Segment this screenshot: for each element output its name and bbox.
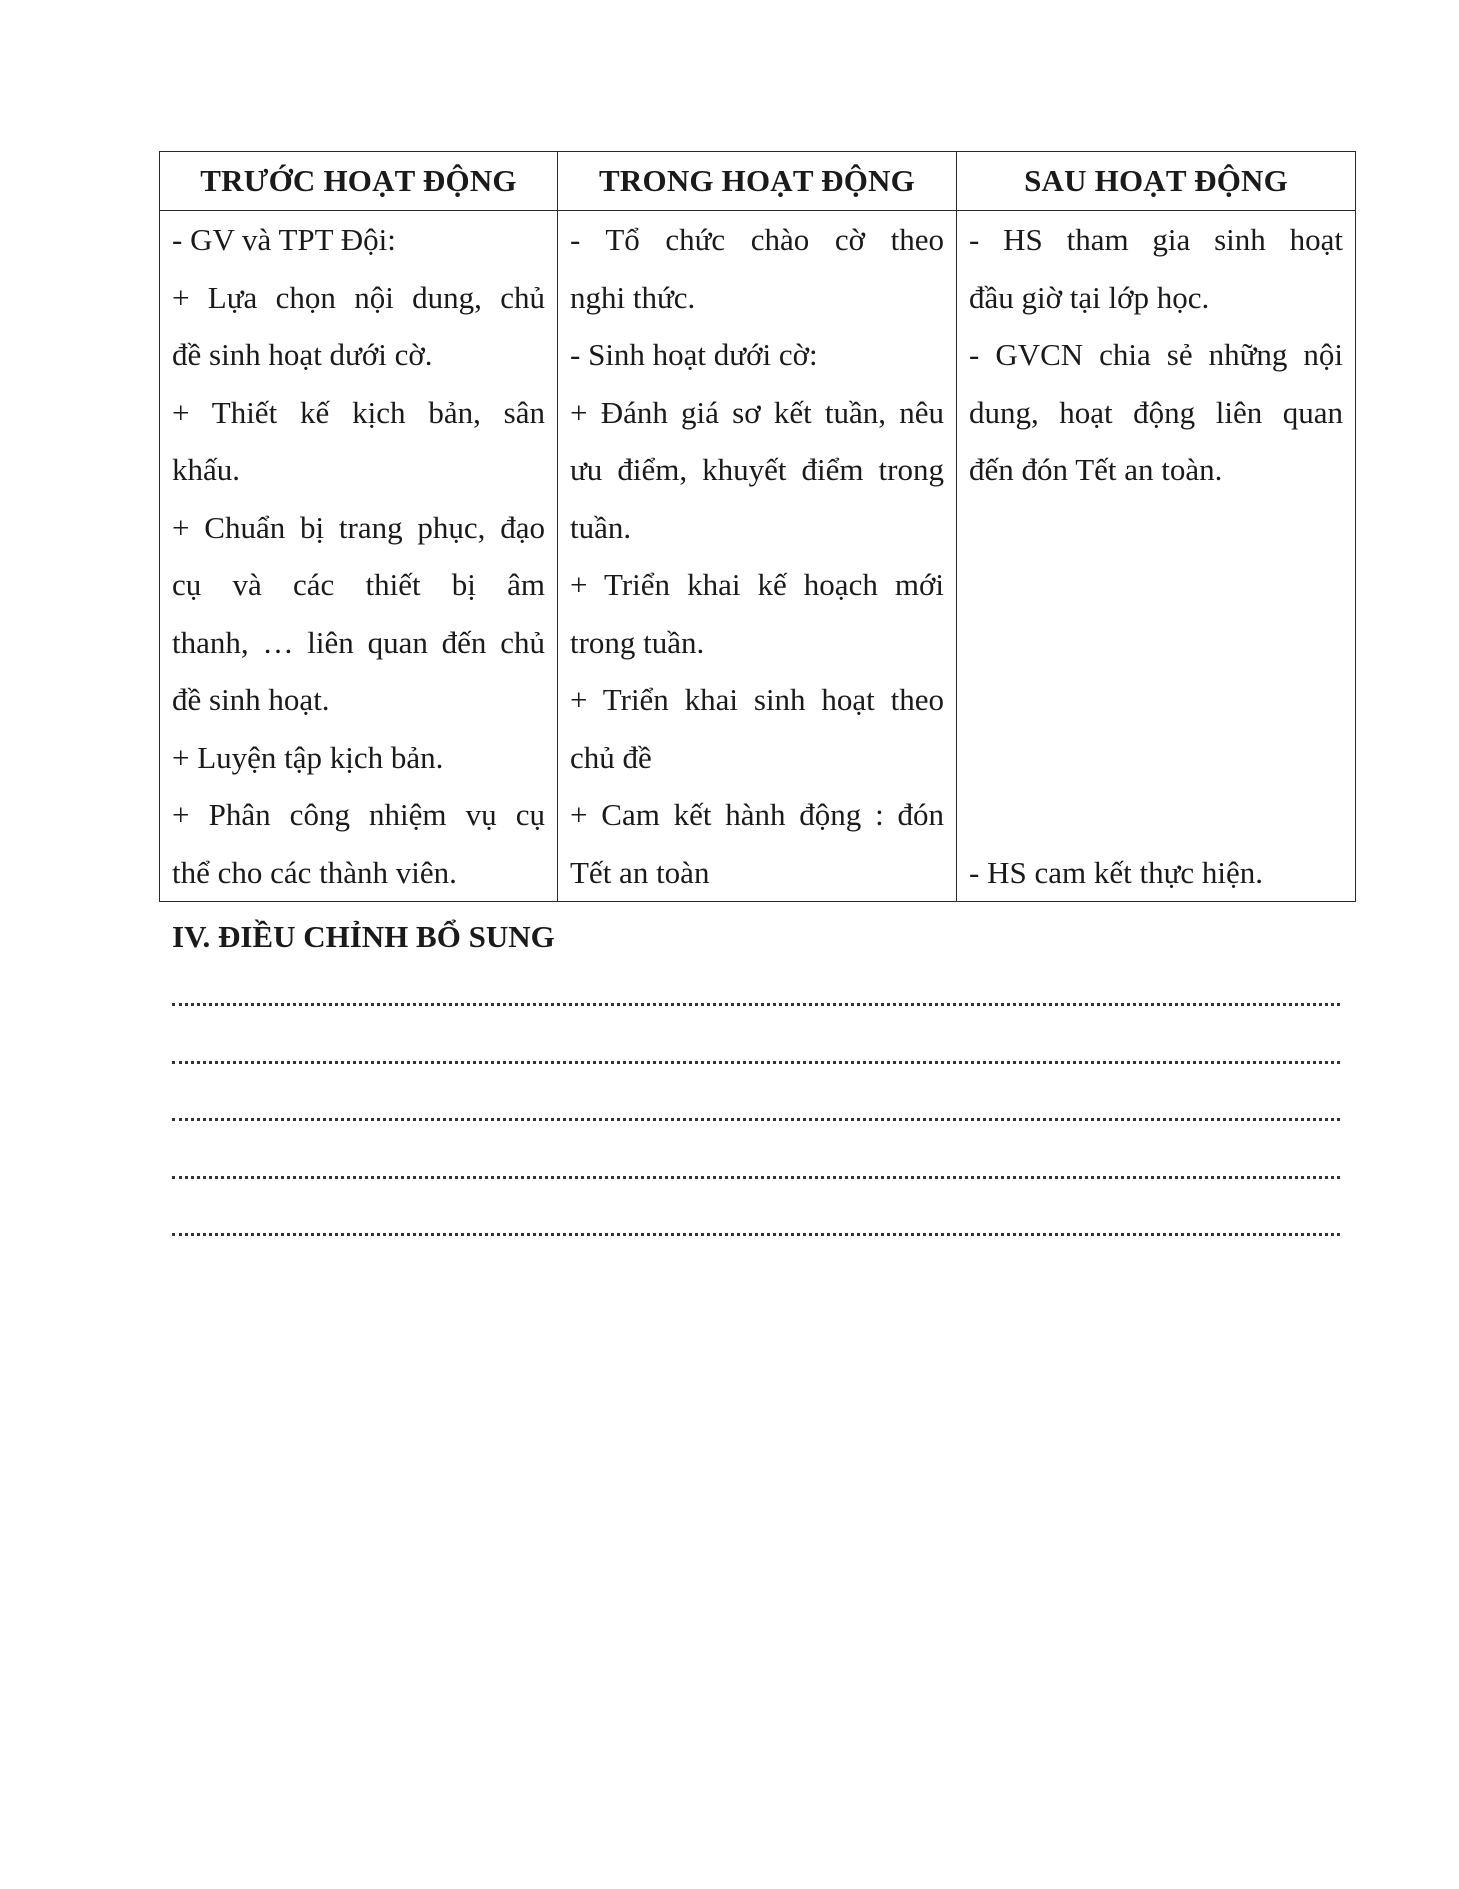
cell-line: + Chuẩn bị trang phục, đạo <box>172 509 545 545</box>
cell-line: ưu điểm, khuyết điểm trong <box>570 452 944 487</box>
cell-line: thể cho các thành viên. <box>172 854 457 890</box>
cell-line: - Sinh hoạt dưới cờ: <box>570 337 818 372</box>
cell-line: + Luyện tập kịch bản. <box>172 739 444 775</box>
cell-line: + Cam kết hành động : đón <box>570 797 944 832</box>
table-row <box>160 211 1356 902</box>
cell-line: + Phân công nhiệm vụ cụ <box>172 797 545 832</box>
cell-line <box>969 499 1343 557</box>
header-after-activity: SAU HOẠT ĐỘNG <box>957 152 1356 211</box>
cell-line: - Tổ chức chào cờ theo <box>570 222 944 257</box>
cell-line: - GV và TPT Đội: <box>172 222 396 257</box>
section-heading: IV. ĐIỀU CHỈNH BỔ SUNG <box>172 919 555 954</box>
cell-line <box>969 556 1343 614</box>
cell-line: Tết an toàn <box>570 854 710 890</box>
cell-line: + Đánh giá sơ kết tuần, nêu <box>570 394 944 430</box>
cell-line: + Triển khai sinh hoạt theo <box>570 682 944 717</box>
activity-table <box>159 151 1356 902</box>
cell-line: - HS tham gia sinh hoạt <box>969 222 1343 257</box>
cell-line: đề sinh hoạt. <box>172 682 330 717</box>
cell-line: thanh, … liên quan đến chủ <box>172 624 545 660</box>
cell-line <box>969 786 1343 844</box>
cell-line: đề sinh hoạt dưới cờ. <box>172 337 433 372</box>
dotted-fill-line <box>172 1176 1340 1179</box>
cell-line <box>969 671 1343 729</box>
header-during-activity: TRONG HOẠT ĐỘNG <box>558 152 957 211</box>
cell-line: + Triển khai kế hoạch mới <box>570 567 944 602</box>
cell-line <box>969 729 1343 787</box>
cell-line: đầu giờ tại lớp học. <box>969 279 1210 315</box>
cell-line: đến đón Tết an toàn. <box>969 452 1223 487</box>
cell-line: tuần. <box>570 509 632 545</box>
cell-line: chủ đề <box>570 739 652 775</box>
cell-after-activity <box>957 211 1356 902</box>
cell-line: cụ và các thiết bị âm <box>172 567 545 602</box>
cell-line: trong tuần. <box>570 624 705 660</box>
cell-line <box>969 614 1343 672</box>
cell-line: khấu. <box>172 452 241 487</box>
cell-line: + Thiết kế kịch bản, sân <box>172 394 545 430</box>
table-header-row <box>160 152 1356 211</box>
cell-line: - HS cam kết thực hiện. <box>969 854 1264 890</box>
cell-line: dung, hoạt động liên quan <box>969 394 1343 430</box>
cell-before-activity <box>160 211 558 902</box>
cell-during-activity <box>558 211 957 902</box>
cell-line: nghi thức. <box>570 279 696 315</box>
dotted-fill-line <box>172 1061 1340 1064</box>
dotted-fill-line <box>172 1003 1340 1006</box>
cell-line: + Lựa chọn nội dung, chủ <box>172 279 545 315</box>
header-before-activity: TRƯỚC HOẠT ĐỘNG <box>160 152 558 211</box>
cell-line: - GVCN chia sẻ những nội <box>969 337 1343 372</box>
dotted-fill-line <box>172 1118 1340 1121</box>
dotted-fill-line <box>172 1233 1340 1236</box>
